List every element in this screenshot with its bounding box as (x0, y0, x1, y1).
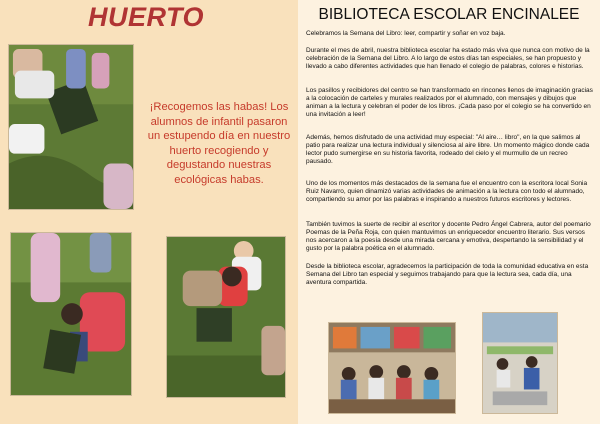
paragraph-april: Durante el mes de abril, nuestra biblioteca escolar ha estado más viva que nunca con motivo de la celebración de la Semana del Libro. A lo largo de estos días tan especiales, se han propuesto y llevado a cabo diferentes actividades que han llenado el colegio de palabras, colores e historias. (306, 47, 590, 71)
paragraph-corridors: Los pasillos y recibidores del centro se han transformado en rincones llenos de imaginación gracias a la colocación de carteles y murales realizados por el alumnado, con mensajes y dibujos que animan a la lectura y celebran el poder de los libros. ¡Cada paso por el colegio se ha convertido en una invitación a leer! (306, 87, 593, 119)
garden-photo-3 (166, 236, 286, 398)
library-photo-1 (328, 322, 456, 414)
library-photo-2 (482, 312, 558, 414)
garden-photo-1 (8, 44, 134, 210)
paragraph-closing: Desde la biblioteca escolar, agradecemos la participación de toda la comunidad educativa en esta Semana del Libro tan especial y seguimos trabajando para que la lectura sea, cada día, una aventura compartida. (306, 263, 589, 287)
huerto-title: HUERTO (88, 2, 205, 32)
huerto-text: ¡Recogemos las habas! Los alumnos de infantil pasaron un estupendo día en nuestro huerto recogiendo y degustando nuestras ecológicas habas. (147, 101, 291, 186)
paragraph-pedro-cabrera: También tuvimos la suerte de recibir al escritor y docente Pedro Ángel Cabrera, autor del poemario Poemas de la Peña Roja, con quien mantuvimos un enriquecedor encuentro literario. Sus versos nos acercaron a la poesía desde una mirada cercana y emotiva, despertando la sensibilidad y el gusto por la palabra poética en el alumnado. (306, 221, 591, 253)
biblioteca-title: BIBLIOTECA ESCOLAR ENCINALEE (318, 6, 580, 23)
paragraph-sonia-ruiz: Uno de los momentos más destacados de la semana fue el encuentro con la escritora local Sonia Ruiz Navarro, quien dinamizó varias actividades de animación a la lectura con todo el alumnado, compartiendo su amor por las palabras e inspirando a nuestros futuros escritores y lectores. (306, 180, 588, 204)
garden-photo-2 (10, 232, 132, 396)
paragraph-al-aire-libro: Además, hemos disfrutado de una actividad muy especial: "Al aire… libro", en la que salimos al patio para realizar una lectura individual y silenciosa al aire libre. Un momento mágico donde cada lector pudo sumergirse en su historia favorita, rodeado del cielo y el murmullo de un recreo pausado. (306, 134, 590, 166)
paragraph-intro: Celebramos la Semana del Libro: leer, compartir y soñar en voz baja. (306, 30, 506, 37)
